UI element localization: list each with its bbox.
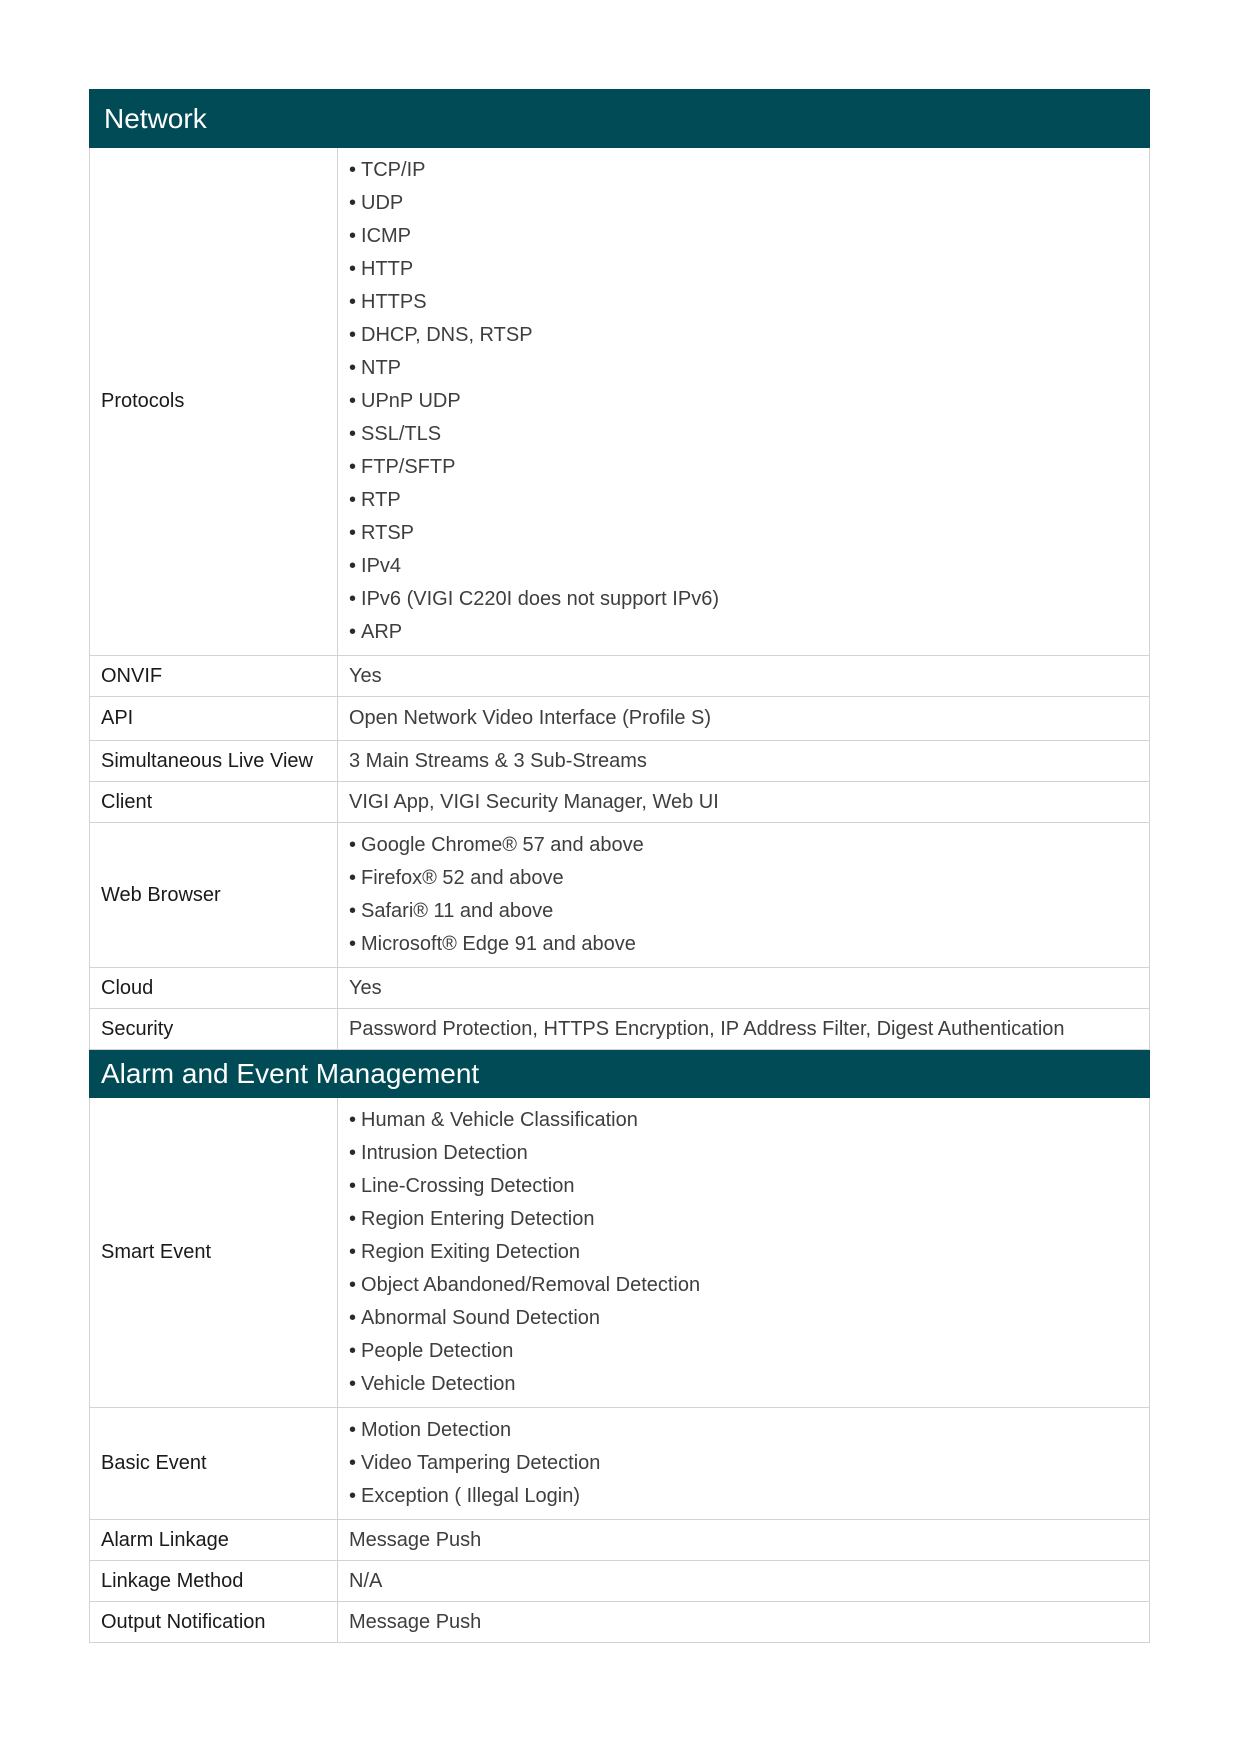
list-item: • TCP/IP: [349, 154, 1138, 187]
spec-label: Output Notification: [90, 1602, 338, 1643]
spec-label: Smart Event: [90, 1098, 338, 1408]
spec-value: Password Protection, HTTPS Encryption, IP Address Filter, Digest Authentication: [338, 1009, 1150, 1050]
section-header-alarm: [90, 1050, 1150, 1098]
spec-row-smart-event: [90, 1098, 1150, 1408]
spec-label: ONVIF: [90, 656, 338, 697]
list-item: • Human & Vehicle Classification: [349, 1104, 1138, 1137]
spec-row-cloud: [90, 968, 1150, 1009]
list-item: • RTSP: [349, 517, 1138, 550]
list-item: • Exception ( Illegal Login): [349, 1480, 1138, 1513]
spec-value: [338, 1098, 1150, 1408]
bullet-list: [349, 154, 1138, 649]
spec-value: VIGI App, VIGI Security Manager, Web UI: [338, 782, 1150, 823]
spec-row-web-browser: [90, 823, 1150, 968]
list-item: • IPv6 (VIGI C220I does not support IPv6): [349, 583, 1138, 616]
list-item: • Firefox® 52 and above: [349, 862, 1138, 895]
spec-value: [338, 1408, 1150, 1520]
list-item: • NTP: [349, 352, 1138, 385]
list-item: • ARP: [349, 616, 1138, 649]
list-item: • DHCP, DNS, RTSP: [349, 319, 1138, 352]
bullet-list: [349, 829, 1138, 961]
spec-value: Message Push: [338, 1602, 1150, 1643]
list-item: • HTTPS: [349, 286, 1138, 319]
spec-label: Alarm Linkage: [90, 1520, 338, 1561]
list-item: • Line-Crossing Detection: [349, 1170, 1138, 1203]
list-item: • FTP/SFTP: [349, 451, 1138, 484]
spec-row-client: [90, 782, 1150, 823]
list-item: • Microsoft® Edge 91 and above: [349, 928, 1138, 961]
spec-label: Linkage Method: [90, 1561, 338, 1602]
list-item: • UPnP UDP: [349, 385, 1138, 418]
list-item: • Vehicle Detection: [349, 1368, 1138, 1401]
list-item: • Google Chrome® 57 and above: [349, 829, 1138, 862]
list-item: • Object Abandoned/Removal Detection: [349, 1269, 1138, 1302]
list-item: • RTP: [349, 484, 1138, 517]
spec-value: [338, 148, 1150, 656]
spec-label: Simultaneous Live View: [90, 741, 338, 782]
list-item: • IPv4: [349, 550, 1138, 583]
list-item: • Video Tampering Detection: [349, 1447, 1138, 1480]
spec-row-basic-event: [90, 1408, 1150, 1520]
spec-value: Yes: [338, 968, 1150, 1009]
spec-table: [89, 89, 1150, 1643]
spec-value: 3 Main Streams & 3 Sub-Streams: [338, 741, 1150, 782]
spec-row-protocols: [90, 148, 1150, 656]
spec-label: Basic Event: [90, 1408, 338, 1520]
spec-row-alarm-linkage: [90, 1520, 1150, 1561]
spec-value: Yes: [338, 656, 1150, 697]
spec-label: Security: [90, 1009, 338, 1050]
list-item: • Region Exiting Detection: [349, 1236, 1138, 1269]
spec-row-live-view: [90, 741, 1150, 782]
list-item: • HTTP: [349, 253, 1138, 286]
spec-value: Open Network Video Interface (Profile S): [338, 697, 1150, 741]
list-item: • People Detection: [349, 1335, 1138, 1368]
spec-label: Cloud: [90, 968, 338, 1009]
spec-label: Web Browser: [90, 823, 338, 968]
spec-value: N/A: [338, 1561, 1150, 1602]
list-item: • Safari® 11 and above: [349, 895, 1138, 928]
section-header-network: [90, 90, 1150, 148]
list-item: • SSL/TLS: [349, 418, 1138, 451]
spec-label: API: [90, 697, 338, 741]
bullet-list: [349, 1104, 1138, 1401]
spec-row-linkage-method: [90, 1561, 1150, 1602]
section-title: Network: [90, 90, 1150, 148]
spec-label: Client: [90, 782, 338, 823]
spec-row-security: [90, 1009, 1150, 1050]
list-item: • Region Entering Detection: [349, 1203, 1138, 1236]
list-item: • Intrusion Detection: [349, 1137, 1138, 1170]
bullet-list: [349, 1414, 1138, 1513]
list-item: • Motion Detection: [349, 1414, 1138, 1447]
section-title: Alarm and Event Management: [90, 1050, 1150, 1098]
list-item: • Abnormal Sound Detection: [349, 1302, 1138, 1335]
spec-row-api: [90, 697, 1150, 741]
spec-value: Message Push: [338, 1520, 1150, 1561]
spec-row-onvif: [90, 656, 1150, 697]
spec-value: [338, 823, 1150, 968]
spec-row-output-notification: [90, 1602, 1150, 1643]
list-item: • ICMP: [349, 220, 1138, 253]
spec-label: Protocols: [90, 148, 338, 656]
list-item: • UDP: [349, 187, 1138, 220]
